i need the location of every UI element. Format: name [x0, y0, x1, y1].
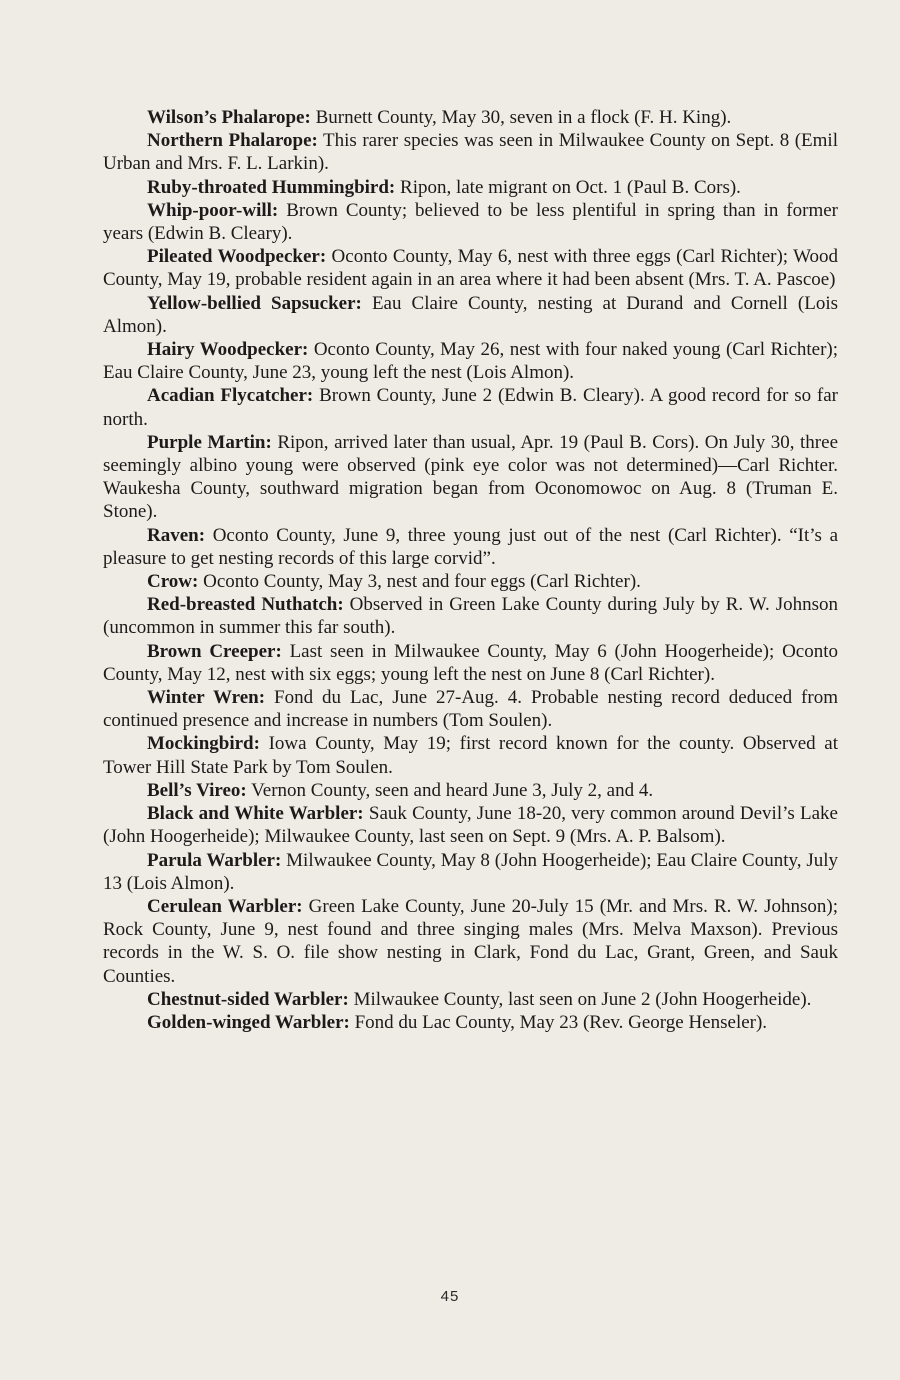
- entry-text: Milwaukee County, May 8 (John Hoogerheide); Eau Claire County, July 13 (Lois Almon).: [103, 849, 839, 894]
- species-name: Acadian Flycatcher:: [147, 385, 314, 407]
- entry-acadian-flycatcher: [103, 384, 838, 430]
- entry-text: Last seen in Milwaukee County, May 6 (John Hoogerheide); Oconto County, May 12, nest with six eggs; young left the nest on June 8 (Carl Richter).: [103, 640, 838, 685]
- species-name: Purple Martin:: [147, 431, 272, 453]
- entry-cerulean-warbler: [103, 895, 838, 988]
- species-name: Brown Creeper:: [147, 640, 282, 662]
- entry-crow: [103, 570, 838, 593]
- species-name: Cerulean Warbler:: [147, 895, 303, 917]
- entry-northern-phalarope: [103, 129, 838, 175]
- entry-pileated-woodpecker: [103, 245, 838, 291]
- entry-mockingbird: [103, 732, 838, 778]
- entry-text: Ripon, arrived later than usual, Apr. 19 (Paul B. Cors). On July 30, three seemingly albino young were observed (pink eye color was not determined)—Carl Richter. Waukesha County, southward migration began from Oconomowoc on Aug. 8 (Truman E. Stone).: [103, 431, 838, 523]
- entry-text: Ripon, late migrant on Oct. 1 (Paul B. Cors).: [400, 176, 741, 198]
- entry-ruby-throated-hummingbird: [103, 176, 838, 199]
- entry-text: Brown County; believed to be less plentiful in spring than in former years (Edwin B. Cleary).: [103, 199, 839, 245]
- entry-text: Milwaukee County, last seen on June 2 (John Hoogerheide).: [353, 988, 812, 1010]
- entry-black-and-white-warbler: [103, 802, 838, 848]
- entry-red-breasted-nuthatch: [103, 593, 838, 639]
- entry-winter-wren: [103, 686, 838, 732]
- entry-text: Sauk County, June 18-20, very common around Devil’s Lake (John Hoogerheide); Milwaukee County, last seen on Sept. 9 (Mrs. A. P. Balsom).: [103, 803, 838, 848]
- entry-text: Observed in Green Lake County during July by R. W. Johnson (uncommon in summer this far south).: [103, 594, 839, 639]
- species-name: Winter Wren:: [147, 687, 266, 709]
- entry-text: Vernon County, seen and heard June 3, July 2, and 4.: [251, 779, 654, 801]
- species-name: Yellow-bellied Sapsucker:: [147, 292, 362, 314]
- entry-yellow-bellied-sapsucker: [103, 292, 838, 338]
- entry-purple-martin: [103, 431, 838, 524]
- species-name: Hairy Woodpecker:: [147, 339, 309, 361]
- observation-list: [103, 106, 838, 1034]
- entry-text: Eau Claire County, nesting at Durand and Cornell (Lois Almon).: [103, 292, 839, 337]
- species-name: Golden-winged Warbler:: [147, 1011, 350, 1033]
- species-name: Black and White Warbler:: [147, 803, 364, 825]
- species-name: Parula Warbler:: [147, 849, 282, 871]
- entry-bells-vireo: [103, 779, 838, 802]
- species-name: Raven:: [147, 524, 206, 546]
- species-name: Crow:: [147, 571, 199, 593]
- entry-hairy-woodpecker: [103, 338, 838, 384]
- species-name: Wilson’s Phalarope:: [147, 107, 311, 128]
- entry-text: Burnett County, May 30, seven in a flock (F. H. King).: [315, 107, 732, 128]
- entry-text: Brown County, June 2 (Edwin B. Cleary). A good record for so far north.: [103, 385, 839, 430]
- page-number: 45: [440, 1288, 460, 1305]
- entry-text: Oconto County, May 6, nest with three eggs (Carl Richter); Wood County, May 19, probable resident again in an area where it had been absent (Mrs. T. A. Pascoe): [103, 246, 839, 291]
- entry-brown-creeper: [103, 640, 838, 686]
- entry-text: Oconto County, May 3, nest and four eggs (Carl Richter).: [203, 571, 641, 593]
- entry-whip-poor-will: [103, 199, 838, 245]
- species-name: Pileated Woodpecker:: [147, 246, 327, 268]
- entry-chestnut-sided-warbler: [103, 988, 838, 1011]
- species-name: Chestnut-sided Warbler:: [147, 988, 349, 1010]
- entry-text: Fond du Lac County, May 23 (Rev. George Henseler).: [354, 1011, 768, 1033]
- entry-raven: [103, 524, 838, 570]
- entry-text: Iowa County, May 19; first record known for the county. Observed at Tower Hill State Park by Tom Soulen.: [103, 733, 839, 778]
- entry-text: Fond du Lac, June 27-Aug. 4. Probable nesting record deduced from continued presence and increase in numbers (Tom Soulen).: [103, 687, 838, 732]
- entry-text: This rarer species was seen in Milwaukee County on Sept. 8 (Emil Urban and Mrs. F. L. Larkin).: [103, 130, 838, 175]
- entry-text: Oconto County, June 9, three young just out of the nest (Carl Richter). “It’s a pleasure to get nesting records of this large corvid”.: [103, 524, 839, 569]
- entry-text: Oconto County, May 26, nest with four naked young (Carl Richter); Eau Claire County, June 23, young left the nest (Lois Almon).: [103, 339, 839, 384]
- species-name: Northern Phalarope:: [147, 130, 318, 152]
- species-name: Whip-poor-will:: [147, 199, 279, 221]
- species-name: Mockingbird:: [147, 733, 260, 755]
- species-name: Ruby-throated Hummingbird:: [147, 176, 396, 198]
- species-name: Bell’s Vireo:: [147, 779, 247, 801]
- entry-text: Green Lake County, June 20-July 15 (Mr. and Mrs. R. W. Johnson); Rock County, June 9, nest found and three singing males (Mrs. Melva Maxson). Previous records in the W. S. O. file show nesting in Clark, Fond du Lac, Grant, Green, and Sauk Counties.: [103, 895, 838, 987]
- entry-parula-warbler: [103, 849, 838, 895]
- entry-wilsons-phalarope: [103, 106, 838, 129]
- species-name: Red-breasted Nuthatch:: [147, 594, 344, 616]
- entry-golden-winged-warbler: [103, 1011, 838, 1034]
